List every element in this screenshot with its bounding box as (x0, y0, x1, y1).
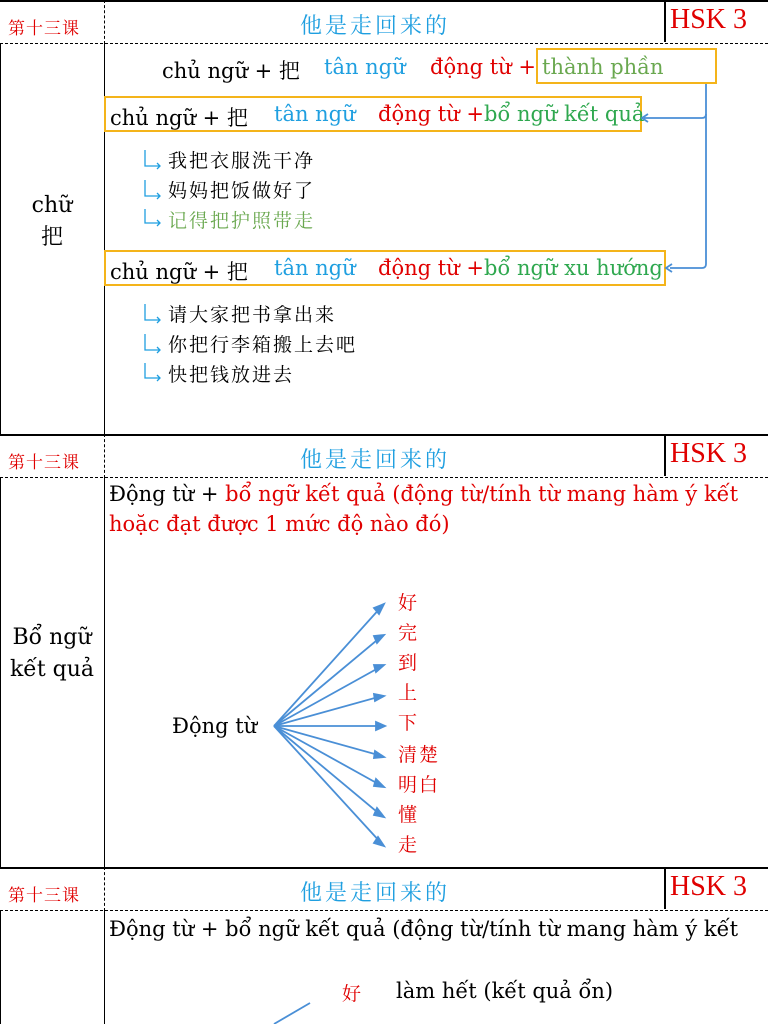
example-sentence: 妈妈把饭做好了 (168, 180, 316, 202)
slide-header (0, 0, 768, 44)
lesson-label: 第十三课 (8, 886, 80, 906)
example-sentence: 你把行李箱搬上去吧 (168, 334, 358, 356)
complement-item: 上 (398, 682, 420, 704)
hsk-level: HSK 3 (670, 871, 748, 902)
header-top-border (0, 434, 768, 436)
page-title: 他是走回来的 (300, 14, 451, 39)
example-sentence: 快把钱放进去 (168, 364, 295, 386)
complement-item: 清楚 (398, 744, 441, 766)
center-verb: Động từ (172, 714, 258, 738)
formula-direction-complement: bổ ngữ xu hướng (484, 256, 663, 280)
example-arrows (140, 144, 170, 234)
column-divider (104, 478, 105, 867)
slide-body (0, 478, 768, 867)
slide-body (0, 911, 768, 1024)
slide-header (0, 867, 768, 911)
complement-item: 下 (398, 712, 420, 734)
formula-object: tân ngữ (274, 102, 356, 126)
formula-object: tân ngữ (324, 55, 406, 79)
desc-complement: bổ ngữ kết quả (động từ/tính từ mang hàm ý kết (225, 482, 739, 506)
description-line-1: Động từ + bổ ngữ kết quả (động từ/tính từ mang hàm ý kết (109, 917, 739, 941)
formula-subject: chủ ngữ + 把 (110, 260, 248, 284)
side-label-line2: 把 (40, 225, 63, 250)
example-sentence: 我把衣服洗干净 (168, 150, 316, 172)
complement-item: 懂 (398, 804, 420, 826)
lesson-label: 第十三课 (8, 19, 80, 39)
slide-2 (0, 434, 768, 867)
desc-verb: Động từ + (109, 482, 219, 506)
side-label-line1: chữ (31, 193, 73, 218)
formula-subject: chủ ngữ + 把 (162, 59, 300, 83)
header-divider (104, 867, 105, 911)
slide-3 (0, 867, 768, 1024)
formula-result-complement: bổ ngữ kết quả (484, 102, 645, 126)
example-sentence: 记得把护照带走 (168, 210, 316, 232)
formula-subject: chủ ngữ + 把 (110, 106, 248, 130)
complement-item: 到 (398, 652, 420, 674)
column-divider (104, 911, 105, 1024)
example-sentence: 请大家把书拿出来 (168, 304, 337, 326)
side-label (0, 190, 104, 254)
border-left (0, 911, 1, 1024)
complement-meaning: làm hết (kết quả ổn) (396, 979, 614, 1003)
complement-item: 完 (398, 622, 420, 644)
hsk-level: HSK 3 (670, 4, 748, 35)
complement-item: 好 (398, 592, 420, 614)
lesson-label: 第十三课 (8, 453, 80, 473)
complement-item: 明白 (398, 774, 441, 796)
header-top-border (0, 867, 768, 869)
side-label-line1: Bổ ngữ (12, 625, 92, 650)
header-divider (104, 434, 105, 478)
page-title: 他是走回来的 (300, 881, 451, 906)
description-line-1 (109, 482, 738, 506)
fan-arrow (270, 1001, 320, 1024)
slide-1 (0, 0, 768, 434)
formula-verb: động từ + (378, 256, 484, 280)
slide-header (0, 434, 768, 478)
formula-verb: động từ + (430, 55, 536, 79)
header-top-border (0, 0, 768, 2)
connector-arrows (630, 84, 720, 284)
side-label (0, 622, 104, 686)
hsk-level: HSK 3 (670, 438, 748, 469)
fan-arrows (270, 598, 400, 858)
complement-item: 走 (398, 834, 420, 856)
page-title: 他是走回来的 (300, 448, 451, 473)
example-arrows (140, 298, 170, 388)
header-divider (104, 0, 105, 44)
formula-object: tân ngữ (274, 256, 356, 280)
formula-verb: động từ + (378, 102, 484, 126)
description-line-2: hoặc đạt được 1 mức độ nào đó) (109, 512, 450, 536)
side-label-line2: kết quả (9, 657, 95, 682)
slide-body (0, 44, 768, 434)
complement-item: 好 (342, 983, 364, 1005)
formula-component: thành phần (542, 55, 664, 79)
